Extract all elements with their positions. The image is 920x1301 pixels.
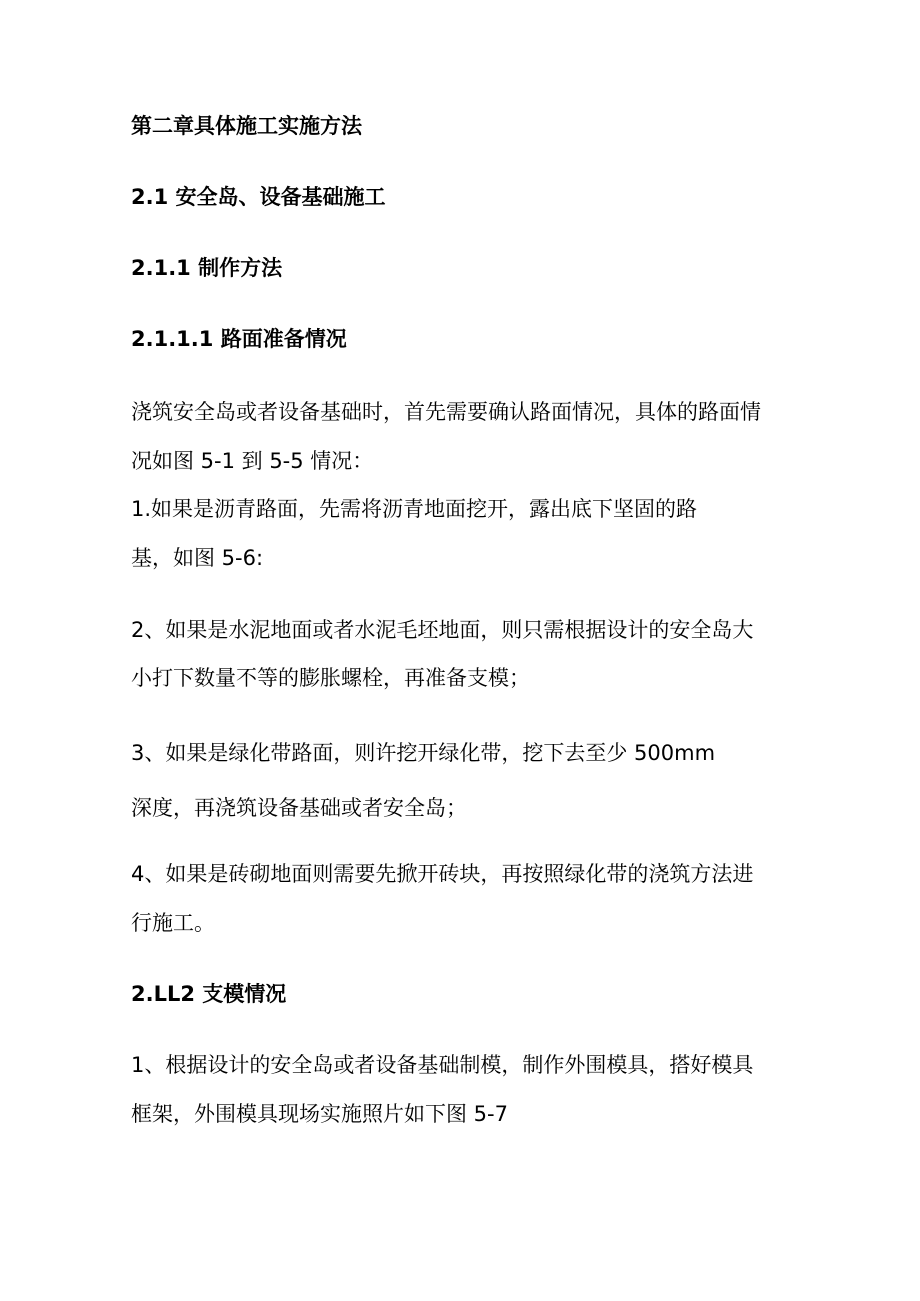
chapter-title: 第二章具体施工实施方法: [131, 114, 362, 138]
mold-item-1-line-1: 1、根据设计的安全岛或者设备基础制模，制作外围模具，搭好模具: [131, 1053, 754, 1077]
list-item-4-line-2: 行施工。: [131, 911, 215, 935]
mold-item-1-line-2: 框架，外围模具现场实施照片如下图 5-7: [131, 1102, 508, 1126]
intro-paragraph-line-2: 况如图 5-1 到 5-5 情况：: [131, 449, 374, 473]
section-heading-2-1-1-2: 2.LL2 支模情况: [131, 982, 287, 1006]
intro-paragraph-line-1: 浇筑安全岛或者设备基础时，首先需要确认路面情况，具体的路面情: [131, 400, 761, 424]
list-item-1-line-2: 基，如图 5-6:: [131, 546, 264, 570]
list-item-3-line-1: 3、如果是绿化带路面，则许挖开绿化带，挖下去至少 500mm: [131, 741, 716, 765]
list-item-2-line-1: 2、如果是水泥地面或者水泥毛坯地面，则只需根据设计的安全岛大: [131, 618, 754, 642]
section-heading-2-1: 2.1 安全岛、设备基础施工: [131, 185, 386, 209]
list-item-1-line-1: 1.如果是沥青路面，先需将沥青地面挖开，露出底下坚固的路: [131, 497, 698, 521]
list-item-3-line-2: 深度，再浇筑设备基础或者安全岛；: [131, 796, 467, 820]
list-item-2-line-2: 小打下数量不等的膨胀螺栓，再准备支模；: [131, 666, 530, 690]
section-heading-2-1-1: 2.1.1 制作方法: [131, 256, 283, 280]
section-heading-2-1-1-1: 2.1.1.1 路面准备情况: [131, 327, 347, 351]
list-item-4-line-1: 4、如果是砖砌地面则需要先掀开砖块，再按照绿化带的浇筑方法进: [131, 862, 754, 886]
